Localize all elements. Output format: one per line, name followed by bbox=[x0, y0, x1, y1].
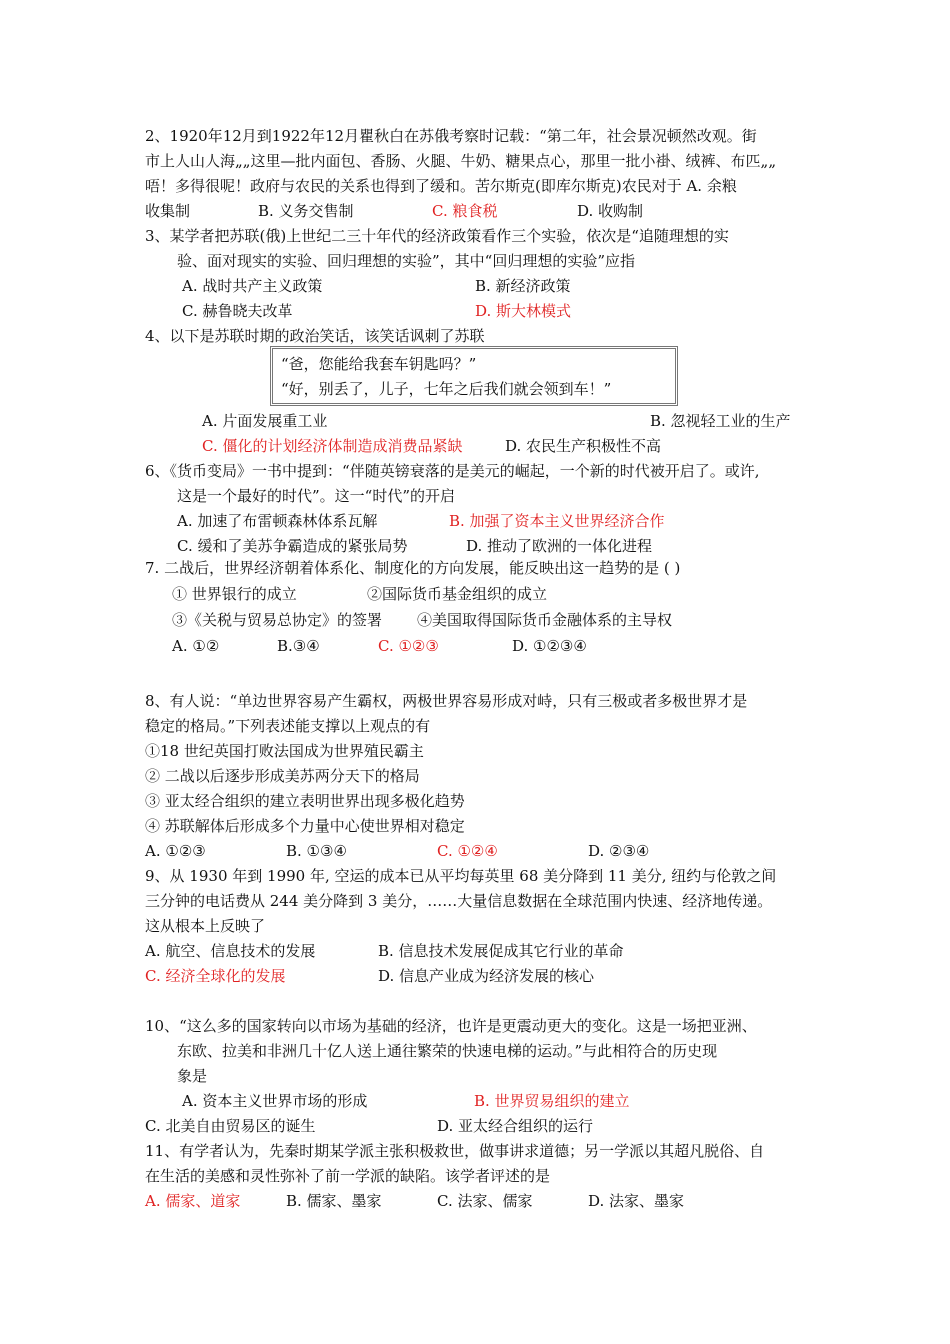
q10-line-2: 东欧、拉美和非洲几十亿人送上通往繁荣的快速电梯的运动。”与此相符合的历史现 bbox=[177, 1042, 718, 1060]
q11-option-d: D. 法家、墨家 bbox=[588, 1192, 685, 1210]
q10-option-c: C. 北美自由贸易区的诞生 bbox=[145, 1117, 316, 1135]
q3-option-c: C. 赫鲁晓夫改革 bbox=[182, 302, 293, 320]
q7-item-2: ②国际货币基金组织的成立 bbox=[367, 585, 548, 603]
q7-item-4: ④美国取得国际货币金融体系的主导权 bbox=[417, 611, 673, 629]
q10-option-d: D. 亚太经合组织的运行 bbox=[437, 1117, 594, 1135]
q6-line-2: 这是一个最好的时代”。这一“时代”的开启 bbox=[177, 487, 456, 505]
q2-line-2: 市上人山人海„„这里—批内面包、香肠、火腿、牛奶、糖果点心，那里一批小褂、绒裤、布匹„„ bbox=[145, 152, 777, 170]
q2-line-1: 2、1920年12月到1922年12月瞿秋白在苏俄考察时记载：“第二年，社会景况顿然改观。街 bbox=[145, 127, 757, 145]
q7-option-c: C. ①②③ bbox=[378, 637, 439, 655]
q10-option-b: B. 世界贸易组织的建立 bbox=[474, 1092, 630, 1110]
q7-line-1: 7. 二战后，世界经济朝着体系化、制度化的方向发展，能反映出这一趋势的是 ( ) bbox=[145, 559, 681, 577]
q4-option-c: C. 僵化的计划经济体制造成消费品紧缺 bbox=[202, 437, 463, 455]
q8-option-d: D. ②③④ bbox=[588, 842, 650, 860]
q2-option-c: C. 粮食税 bbox=[432, 202, 498, 220]
q11-line-2: 在生活的美感和灵性弥补了前一学派的缺陷。该学者评述的是 bbox=[145, 1167, 551, 1185]
q7-item-3: ③《关税与贸易总协定》的签署 bbox=[172, 611, 383, 629]
q3-line-2: 验、面对现实的实验、回归理想的实验”，其中“回归理想的实验”应指 bbox=[177, 252, 636, 270]
q6-option-a: A. 加速了布雷顿森林体系瓦解 bbox=[177, 512, 378, 530]
q3-option-d: D. 斯大林模式 bbox=[475, 302, 572, 320]
q11-option-a: A. 儒家、道家 bbox=[145, 1192, 241, 1210]
q6-option-b: B. 加强了资本主义世界经济合作 bbox=[449, 512, 665, 530]
q10-option-a: A. 资本主义世界市场的形成 bbox=[182, 1092, 368, 1110]
q3-option-b: B. 新经济政策 bbox=[475, 277, 571, 295]
q2-option-d: D. 收购制 bbox=[577, 202, 644, 220]
q8-option-b: B. ①③④ bbox=[286, 842, 347, 860]
q3-option-a: A. 战时共产主义政策 bbox=[182, 277, 323, 295]
q7-option-a: A. ①② bbox=[172, 637, 220, 655]
q9-option-b: B. 信息技术发展促成其它行业的革命 bbox=[378, 942, 624, 960]
q8-item-3: ③ 亚太经合组织的建立表明世界出现多极化趋势 bbox=[145, 792, 465, 810]
q4-option-b: B. 忽视轻工业的生产 bbox=[650, 412, 791, 430]
joke-quote-line-2: “好，别丢了，儿子，七年之后我们就会领到车！” bbox=[281, 380, 612, 398]
q8-option-c: C. ①②④ bbox=[437, 842, 498, 860]
q11-line-1: 11、有学者认为，先秦时期某学派主张积极救世，做事讲求道德；另一学派以其超凡脱俗、自 bbox=[145, 1142, 765, 1160]
q2-line-3: 唔！多得很呢！政府与农民的关系也得到了缓和。苦尔斯克(即库尔斯克)农民对于 A. 余粮 bbox=[145, 177, 737, 195]
q7-option-b: B.③④ bbox=[277, 637, 320, 655]
q10-line-1: 10、“这么多的国家转向以市场为基础的经济，也许是更震动更大的变化。这是一场把亚洲、 bbox=[145, 1017, 757, 1035]
q11-option-b: B. 儒家、墨家 bbox=[286, 1192, 382, 1210]
q9-line-3: 这从根本上反映了 bbox=[145, 917, 266, 935]
q4-line-1: 4、以下是苏联时期的政治笑话，该笑话讽刺了苏联 bbox=[145, 327, 485, 345]
q11-option-c: C. 法家、儒家 bbox=[437, 1192, 533, 1210]
q6-option-c: C. 缓和了美苏争霸造成的紧张局势 bbox=[177, 537, 408, 555]
q8-option-a: A. ①②③ bbox=[145, 842, 206, 860]
q8-item-2: ② 二战以后逐步形成美苏两分天下的格局 bbox=[145, 767, 420, 785]
q3-line-1: 3、某学者把苏联(俄)上世纪二三十年代的经济政策看作三个实验，依次是“追随理想的实 bbox=[145, 227, 729, 245]
q9-line-2: 三分钟的电话费从 244 美分降到 3 美分，……大量信息数据在全球范围内快速、经济地传递。 bbox=[145, 892, 773, 910]
q7-option-d: D. ①②③④ bbox=[512, 637, 587, 655]
q2-line-4: 收集制 bbox=[145, 202, 191, 220]
q9-line-1: 9、从 1930 年到 1990 年, 空运的成本已从平均每英里 68 美分降到 11 美分, 纽约与伦敦之间 bbox=[145, 867, 777, 885]
q8-line-1: 8、有人说：“单边世界容易产生霸权，两极世界容易形成对峙，只有三极或者多极世界才是 bbox=[145, 692, 748, 710]
q6-line-1: 6、《货币变局》一书中提到：“伴随英镑衰落的是美元的崛起，一个新的时代被开启了。或许, bbox=[145, 462, 760, 480]
q8-item-1: ①18 世纪英国打败法国成为世界殖民霸主 bbox=[145, 742, 424, 760]
q6-option-d: D. 推动了欧洲的一体化进程 bbox=[466, 537, 653, 555]
q9-option-a: A. 航空、信息技术的发展 bbox=[145, 942, 316, 960]
q9-option-c: C. 经济全球化的发展 bbox=[145, 967, 286, 985]
joke-quote-line-1: “爸，您能给我套车钥匙吗？” bbox=[281, 355, 477, 373]
q8-item-4: ④ 苏联解体后形成多个力量中心使世界相对稳定 bbox=[145, 817, 465, 835]
q7-item-1: ① 世界银行的成立 bbox=[172, 585, 297, 603]
q4-option-d: D. 农民生产积极性不高 bbox=[505, 437, 662, 455]
q9-option-d: D. 信息产业成为经济发展的核心 bbox=[378, 967, 595, 985]
q10-line-3: 象是 bbox=[177, 1067, 208, 1085]
q8-line-2: 稳定的格局。”下列表述能支撑以上观点的有 bbox=[145, 717, 431, 735]
q2-option-b: B. 义务交售制 bbox=[258, 202, 354, 220]
joke-quote-box bbox=[270, 346, 678, 406]
q4-option-a: A. 片面发展重工业 bbox=[202, 412, 328, 430]
